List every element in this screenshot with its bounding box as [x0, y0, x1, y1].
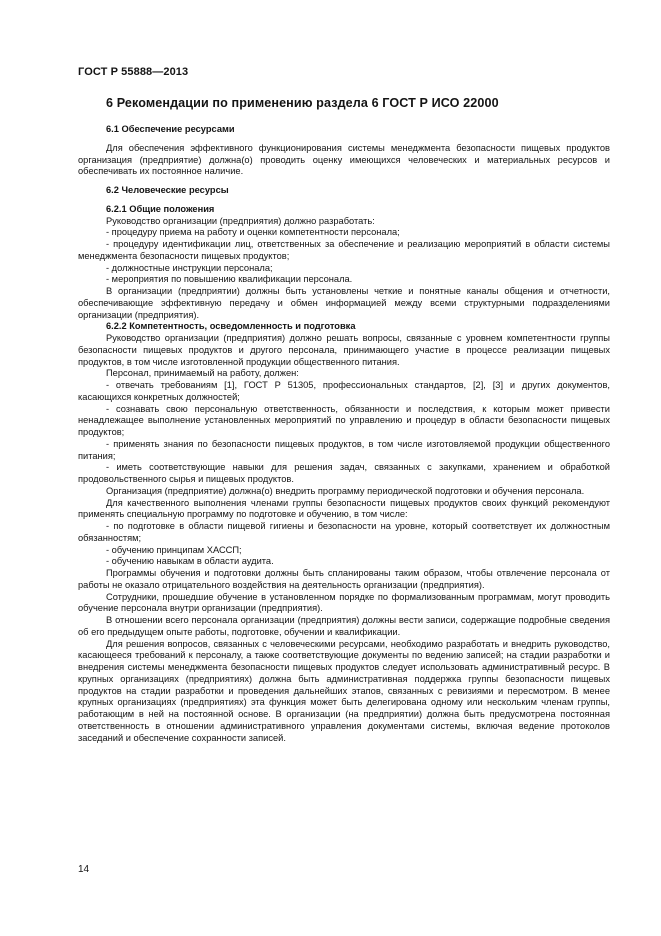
- paragraph: В организации (предприятии) должны быть установлены четкие и понятные каналы общения и отчетности, обеспечивающие эффективную передачу и обмен информацией между всеми структурными подразделениями организации (предприятия).: [78, 286, 610, 320]
- list-item: - процедуру идентификации лиц, ответственных за обеспечение и реализацию мероприятий в области системы менеджмента безопасности пищевых продуктов;: [78, 239, 610, 261]
- paragraph: Организация (предприятие) должна(о) внедрить программу периодической подготовки и обучения персонала.: [106, 485, 585, 496]
- page-number: 14: [78, 864, 90, 875]
- paragraph: Для качественного выполнения членами группы безопасности пищевых продуктов своих функций рекомендуют применять специальную программу по подготовке и обучению, в том числе:: [78, 497, 610, 520]
- paragraph: Руководство организации (предприятия) должно решать вопросы, связанные с уровнем компетентности группы безопасности пищевых продуктов и другого персонала, принимающего участие в процессе реализации пищевых продуктов, в том числе изготовленной продукции общественного питания.: [78, 333, 610, 367]
- paragraph: В отношении всего персонала организации (предприятия) должны вести записи, содержащие подробные сведения об его предыдущем опыте работы, подготовке, обучении и квалификации.: [78, 615, 610, 637]
- heading-6-2-2: 6.2.2 Компетентность, осведомленность и подготовка: [106, 321, 356, 332]
- list-item: - сознавать свою персональную ответственность, обязанности и последствия, к которым может привести ненадлежащее выполнение установленных мероприятий по управлению и процедур в области безопасности пищевых продуктов;: [78, 403, 610, 437]
- heading-6-1: 6.1 Обеспечение ресурсами: [106, 124, 235, 134]
- list-item: - мероприятия по повышению квалификации персонала.: [106, 274, 353, 285]
- paragraph: Сотрудники, прошедшие обучение в установленном порядке по формализованным программам, могут проводить обучение персонала внутри организации (предприятия).: [78, 591, 610, 614]
- list-item: - обучению принципам ХАССП;: [106, 544, 242, 555]
- list-item: - по подготовке в области пищевой гигиены и безопасности на уровне, который соответствует их должностным обязанностям;: [78, 521, 610, 543]
- heading-6-2-1: 6.2.1 Общие положения: [106, 203, 215, 214]
- paragraph: Для решения вопросов, связанных с человеческими ресурсами, необходимо разработать и внедрить руководство, касающееся требований к персоналу, а также соответствующие документы по ведению записей; на стадии разработки и внедрения системы менеджмента безопасности пищевых продуктов следует использовать административный ресурс. В крупных организациях (предприятиях) должна быть административная поддержка группы безопасности пищевых продуктов на стадии разработки и проведения дальнейших этапов, связанных с ревизиями и пересмотром. В менее крупных организациях (предприятиях) эта функция может быть делегирована одному или нескольким членам группы, работающим в ней на постоянной основе. В организации (на предприятии) должна быть предусмотрена постоянная ответственность в отношении административного управления документами системы, включая ведение протоколов заседаний и обеспечение сохранности записей.: [78, 638, 610, 743]
- section-title: 6 Рекомендации по применению раздела 6 ГОСТ Р ИСО 22000: [106, 96, 499, 110]
- paragraph: Руководство организации (предприятия) должно разработать:: [106, 215, 375, 226]
- list-item: - отвечать требованиям [1], ГОСТ Р 51305, профессиональных стандартов, [2], [3] и других документов, касающихся конкретных должностей;: [78, 380, 610, 402]
- list-item: - обучению навыкам в области аудита.: [106, 556, 274, 567]
- paragraph: Для обеспечения эффективного функционирования системы менеджмента безопасности пищевых продуктов организация (предприятие) должна(о) проводить оценку имеющихся человеческих и материальных ресурсов и обеспечивать их постоянное наличие.: [78, 142, 610, 177]
- list-item: - иметь соответствующие навыки для решения задач, связанных с закупками, хранением и обработкой продовольственного сырья и пищевых продуктов.: [78, 462, 610, 484]
- heading-6-2: 6.2 Человеческие ресурсы: [106, 185, 229, 195]
- document-header: ГОСТ Р 55888—2013: [78, 66, 189, 78]
- paragraph: Персонал, принимаемый на работу, должен:: [106, 368, 299, 379]
- list-item: - применять знания по безопасности пищевых продуктов, в том числе изготовляемой продукции общественного питания;: [78, 438, 610, 461]
- document-body: [78, 124, 610, 744]
- list-item: - процедуру приема на работу и оценки компетентности персонала;: [106, 227, 400, 238]
- paragraph: Программы обучения и подготовки должны быть спланированы таким образом, чтобы отвлечение персонала от работы не оказало отрицательного воздействия на деятельность организации (предприятия).: [78, 568, 610, 590]
- list-item: - должностные инструкции персонала;: [106, 262, 273, 273]
